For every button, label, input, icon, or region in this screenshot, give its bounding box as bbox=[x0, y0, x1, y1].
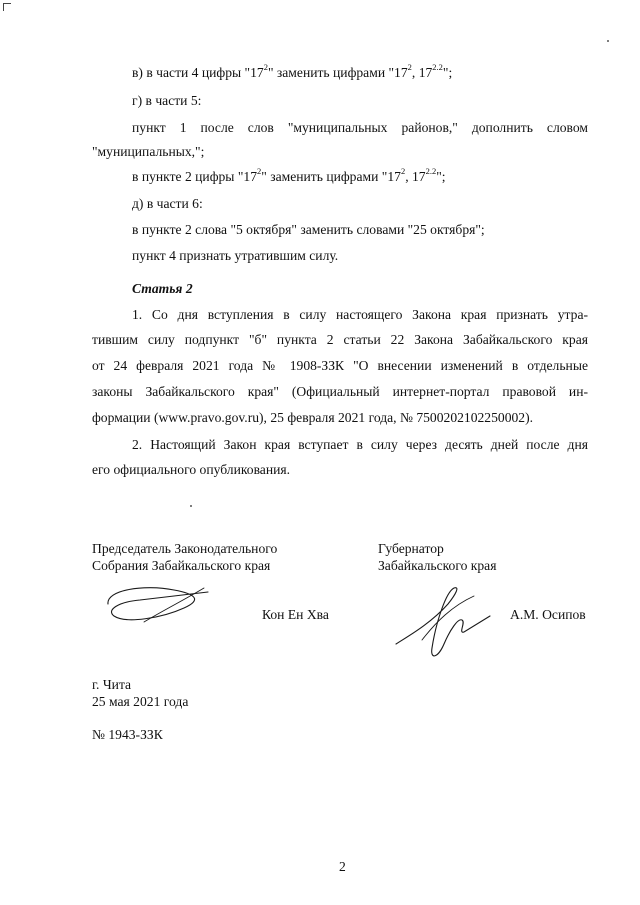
law-number: № 1943-ЗЗК bbox=[92, 727, 163, 742]
article-2-heading: Статья 2 bbox=[132, 281, 193, 296]
left-signature-scribble bbox=[104, 582, 212, 626]
document-date: 25 мая 2021 года bbox=[92, 694, 189, 709]
right-signatory-title bbox=[378, 540, 496, 574]
document-place-date bbox=[92, 676, 188, 710]
right-title-line: Губернатор bbox=[378, 541, 444, 556]
amend-line-g: г) в части 5: bbox=[132, 93, 202, 108]
right-signatory-name: А.М. Осипов bbox=[510, 607, 586, 622]
article-2-p2-line: его официального опубликования. bbox=[92, 462, 291, 477]
document-city: г. Чита bbox=[92, 677, 132, 692]
scan-speck bbox=[607, 40, 609, 42]
article-2-p1-line: формации (www.pravo.gov.ru), 25 февраля 2021 года, № 7500202102250002). bbox=[92, 410, 534, 425]
page-number: 2 bbox=[339, 859, 346, 874]
amend-line-punkt1: пункт 1 после слов "муниципальных районов," дополнить словом bbox=[132, 120, 588, 135]
article-2-p1-line: от 24 февраля 2021 года № 1908-ЗЗК "О внесении изменений в отдельные bbox=[92, 358, 588, 373]
scan-speck bbox=[190, 505, 192, 507]
right-title-line: Забайкальского края bbox=[378, 558, 497, 573]
amend-line-v: в) в части 4 цифры "$17^2$" заменить цифрами "$17^2$, $17^{2.2}$"; bbox=[132, 62, 453, 80]
amend-line-d-punkt4: пункт 4 признать утратившим силу. bbox=[132, 248, 339, 263]
scan-corner-mark bbox=[3, 3, 11, 11]
article-2-p1-line: тившим силу подпункт "б" пункта 2 статьи 22 Закона Забайкальского края bbox=[92, 332, 588, 347]
left-title-line: Собрания Забайкальского края bbox=[92, 558, 271, 573]
right-signature-scribble bbox=[392, 582, 492, 664]
amend-line-d-punkt2: в пункте 2 слова "5 октября" заменить словами "25 октября"; bbox=[132, 222, 485, 237]
left-signatory-title bbox=[92, 540, 277, 574]
article-2-p1-line: законы Забайкальского края" (Официальный интернет-портал правовой ин- bbox=[92, 384, 588, 399]
amend-line-punkt1-cont: "муниципальных,"; bbox=[92, 144, 205, 159]
amend-line-punkt2: в пункте 2 цифры "$17^2$" заменить цифрами "$17^2$, $17^{2.2}$"; bbox=[132, 166, 446, 184]
article-2-p2-line: 2. Настоящий Закон края вступает в силу через десять дней после дня bbox=[132, 437, 588, 452]
left-title-line: Председатель Законодательного bbox=[92, 541, 278, 556]
amend-line-d: д) в части 6: bbox=[132, 196, 203, 211]
left-signatory-name: Кон Ен Хва bbox=[262, 607, 329, 622]
article-2-p1-line: 1. Со дня вступления в силу настоящего Закона края признать утра- bbox=[132, 307, 588, 322]
